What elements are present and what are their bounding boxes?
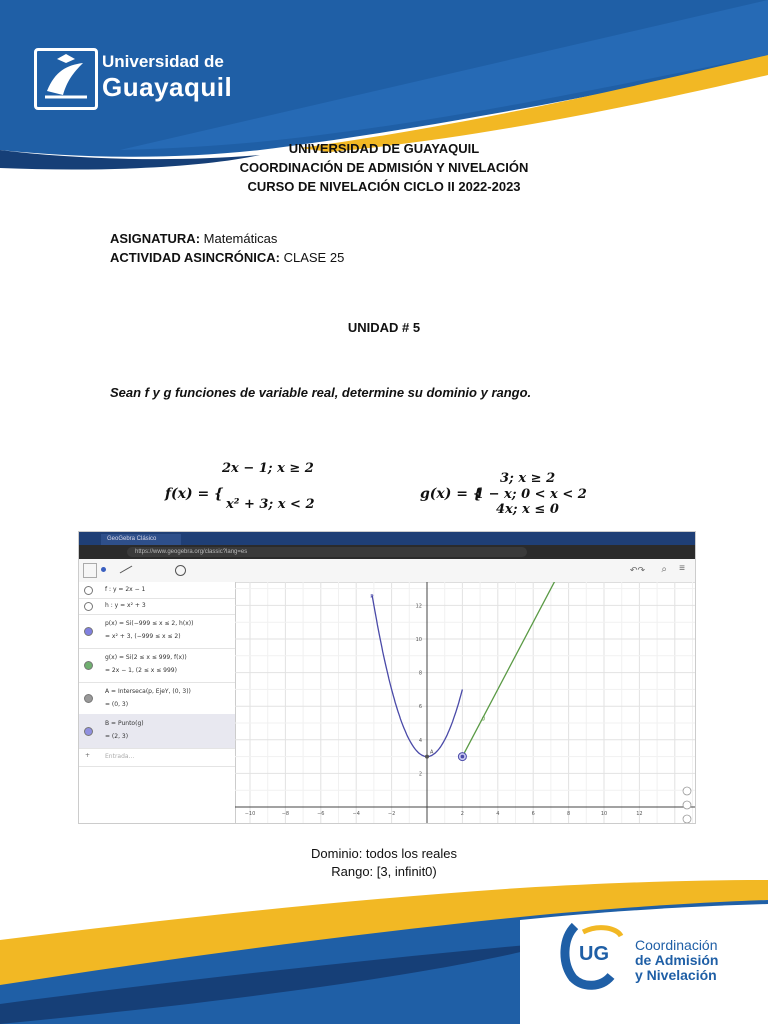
y-tick-label: 8 xyxy=(418,670,422,677)
title-line-1: UNIVERSIDAD DE GUAYAQUIL xyxy=(288,141,480,156)
geogebra-screenshot xyxy=(78,531,696,824)
search-icon: ⌕ xyxy=(661,564,667,575)
x-tick-label: 6 xyxy=(531,811,535,817)
g-case-1: 3; x ≥ 2 xyxy=(500,471,556,486)
x-tick-label: 8 xyxy=(567,811,571,817)
f-name: f(x) = { xyxy=(165,486,224,502)
y-tick-label: 10 xyxy=(415,637,422,643)
visibility-dot xyxy=(84,602,93,611)
ug-badge-icon xyxy=(555,918,625,990)
move-tool-icon xyxy=(83,563,97,578)
circle-tool-icon xyxy=(175,565,186,576)
visibility-dot xyxy=(84,661,93,670)
algebra-row xyxy=(79,598,235,615)
line-tool-icon xyxy=(120,566,133,574)
subject-value: Matemáticas xyxy=(203,231,278,246)
algebra-input: Entrada... xyxy=(105,753,135,760)
logo-footer-line1: Coordinación xyxy=(635,937,718,953)
logo-footer-line3: y Nivelación xyxy=(635,967,717,983)
algebra-row-text: g(x) = Si(2 ≤ x ≤ 999, f(x)) xyxy=(105,654,187,661)
x-tick-label: −10 xyxy=(244,811,256,817)
algebra-row xyxy=(79,648,235,683)
instruction-text: Sean f y g funciones de variable real, determine su dominio y rango. xyxy=(110,385,532,400)
algebra-row xyxy=(79,714,235,749)
curve-p xyxy=(372,595,462,756)
zoom-out-button-icon xyxy=(683,815,691,823)
home-button-icon xyxy=(683,787,691,795)
title-line-3: CURSO DE NIVELACIÓN CICLO II 2022-2023 xyxy=(247,179,521,194)
y-tick-label: 6 xyxy=(418,704,422,711)
x-tick-label: 4 xyxy=(496,811,500,817)
x-tick-label: −2 xyxy=(387,811,396,817)
point-tool-icon xyxy=(101,567,106,572)
visibility-dot xyxy=(84,694,93,703)
x-tick-label: −6 xyxy=(317,811,325,817)
algebra-row-value: = x² + 3, (−999 ≤ x ≤ 2) xyxy=(105,633,181,640)
x-tick-label: 2 xyxy=(460,811,464,817)
line-g-label: g xyxy=(481,715,486,722)
university-crest-icon xyxy=(34,48,98,110)
y-tick-label: 4 xyxy=(418,737,422,744)
x-tick-label: −4 xyxy=(352,811,360,817)
activity-label: ACTIVIDAD ASINCRÓNICA: xyxy=(110,250,280,265)
point-a-label: A xyxy=(430,749,434,756)
g-case-3: 4x; x ≤ 0 xyxy=(496,502,559,517)
activity-value: CLASE 25 xyxy=(283,250,345,265)
browser-tab: GeoGebra Clásico xyxy=(101,534,181,545)
point-b xyxy=(461,755,465,759)
algebra-row-value: = 2x − 1, (2 ≤ x ≤ 999) xyxy=(105,667,177,674)
y-tick-label: 2 xyxy=(418,771,422,778)
logo-footer-line2: de Admisión xyxy=(635,952,719,968)
algebra-row-text: B = Punto(g) xyxy=(105,720,144,727)
f-case-1: 2x − 1; x ≥ 2 xyxy=(222,461,314,476)
algebra-input-row xyxy=(79,748,235,767)
g-name: g(x) = { xyxy=(420,486,482,502)
add-icon: + xyxy=(85,752,91,759)
algebra-row-value: = (2, 3) xyxy=(105,733,129,740)
menu-icon: ≡ xyxy=(679,563,685,574)
browser-titlebar xyxy=(79,532,695,545)
algebra-row-text: h : y = x² + 3 xyxy=(105,602,146,609)
visibility-dot xyxy=(84,727,93,736)
domain-answer: Dominio: todos los reales xyxy=(311,846,457,861)
logo-line1: Universidad de xyxy=(102,52,224,71)
url-field: https://www.geogebra.org/classic?lang=es xyxy=(127,547,527,557)
algebra-row-text: A = Interseca(p, EjeY, (0, 3)) xyxy=(105,688,191,695)
x-tick-label: 12 xyxy=(636,811,643,817)
algebra-row-value: = (0, 3) xyxy=(105,701,129,708)
algebra-row xyxy=(79,582,235,599)
algebra-row xyxy=(79,614,235,649)
activity-line xyxy=(110,250,344,265)
algebra-row-text: f : y = 2x − 1 xyxy=(105,586,146,593)
visibility-dot xyxy=(84,627,93,636)
y-tick-label: 12 xyxy=(415,603,422,610)
logo-line2: Guayaquil xyxy=(102,72,233,102)
logo-coord-text xyxy=(635,938,719,983)
line-g xyxy=(462,582,556,757)
range-answer: Rango: [3, infinit0) xyxy=(331,864,437,879)
x-tick-label: 10 xyxy=(600,811,608,817)
algebra-row xyxy=(79,682,235,715)
visibility-dot xyxy=(84,586,93,595)
subject-label: ASIGNATURA: xyxy=(110,231,201,246)
zoom-in-button-icon xyxy=(683,801,691,809)
badge-text: UG xyxy=(579,943,609,965)
curve-p-label: p xyxy=(370,593,374,599)
geogebra-toolbar xyxy=(79,559,695,583)
university-logo xyxy=(34,34,234,104)
algebra-panel xyxy=(79,582,236,824)
x-tick-label: −8 xyxy=(281,811,290,817)
subject-line xyxy=(110,231,277,246)
algebra-row-text: p(x) = Si(−999 ≤ x ≤ 2, h(x)) xyxy=(105,620,194,627)
unit-heading: UNIDAD # 5 xyxy=(347,320,421,335)
title-line-2: COORDINACIÓN DE ADMISIÓN Y NIVELACIÓN xyxy=(239,160,529,175)
g-case-2: 1 − x; 0 < x < 2 xyxy=(475,487,587,502)
undo-icon: ↶↷ xyxy=(629,565,645,575)
point-a xyxy=(425,755,429,759)
browser-addressbar xyxy=(79,545,695,559)
f-case-2: x² + 3; x < 2 xyxy=(226,497,315,512)
graphics-view xyxy=(235,582,695,824)
coordination-logo xyxy=(555,918,745,998)
